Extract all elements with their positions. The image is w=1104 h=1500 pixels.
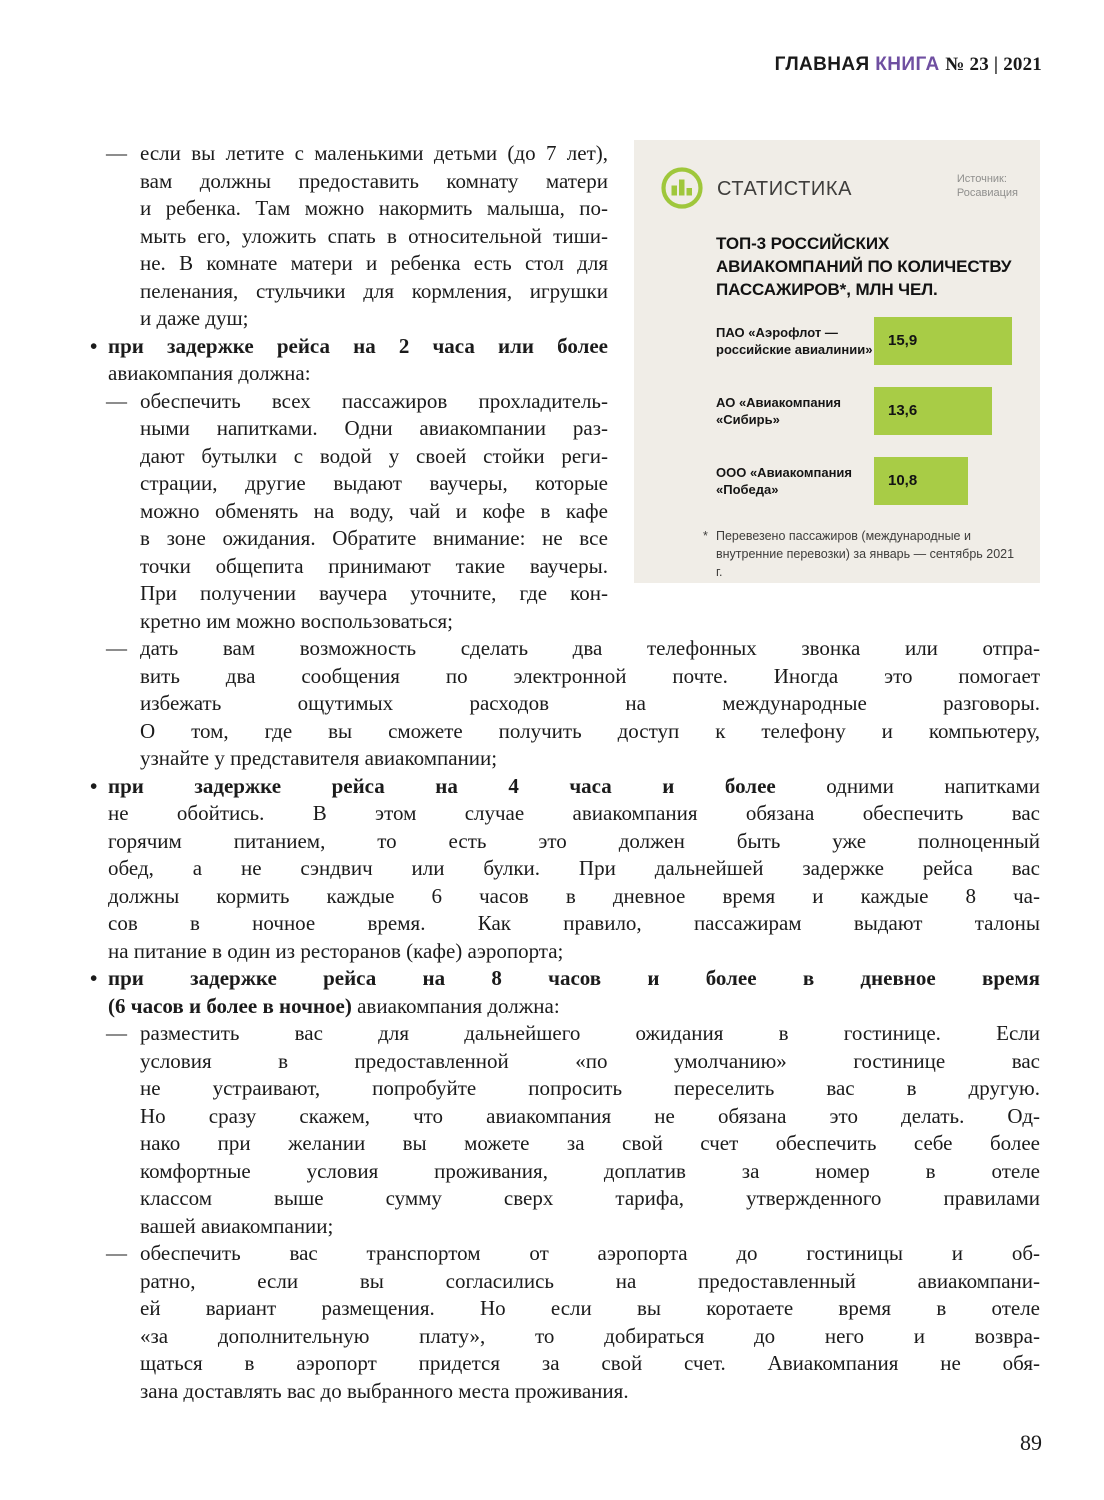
bar-value-label: 10,8 [888, 472, 918, 490]
bar-value-label: 13,6 [888, 402, 918, 420]
text-line: точки общепита принимают такие ваучеры. [140, 553, 608, 578]
bar-category-label: ООО «Авиакомпания «Победа» [716, 465, 853, 497]
text-line: обеспечить всех пассажиров прохладитель- [140, 388, 608, 413]
paragraph [88, 773, 1040, 966]
dash-marker: — [106, 141, 127, 165]
paragraph [88, 1240, 1040, 1405]
text-line: пеленания, стульчики для кормления, игрушки [140, 278, 608, 303]
brand-name-purple: КНИГА [875, 54, 940, 75]
text-line: на питание в один из ресторанов (кафе) аэропорта; [108, 938, 564, 963]
brand-name-black: ГЛАВНАЯ [774, 54, 870, 75]
text-line: При получении ваучера уточните, где кон- [140, 581, 608, 605]
text-line: и даже душ; [140, 306, 249, 330]
text-line: не. В комнате матери и ребенка есть стол для [140, 251, 608, 275]
text-line: можно обменять на воду, чай и кофе в кафе [140, 498, 608, 523]
text-line: условия в предоставленной «по умолчанию» гостинице вас [140, 1048, 1040, 1073]
text-line: и ребенка. Там можно накормить малыша, по- [140, 196, 608, 220]
bullet-marker: • [90, 333, 98, 358]
source-line: Источник: [956, 173, 1007, 185]
running-head [0, 54, 1042, 76]
bar-value-label: 15,9 [888, 332, 918, 350]
text-line: мыть его, уложить спать в относительной тиши- [140, 223, 608, 248]
paragraph [88, 388, 1040, 636]
article-paragraphs [88, 140, 1040, 1405]
text-line: дают бутылки с водой у своей стойки реги- [140, 443, 608, 468]
paragraph [88, 635, 1040, 773]
text-line: нако при желании вы можете за свой счет обеспечить себе более [140, 1131, 1040, 1155]
text-line: вить два сообщения по электронной почте. Иногда это помогает [140, 663, 1040, 688]
footnote-text: Перевезено пассажиров (международные и внутренние перевозки) за январь — сентябрь 2021 г. [716, 529, 1015, 579]
source-line: Росавиация [956, 187, 1018, 199]
text-line: ратно, если вы согласились на предоставленный авиакомпани- [140, 1268, 1040, 1293]
paragraph [88, 1020, 1040, 1240]
dash-marker: — [106, 636, 127, 660]
paragraph [88, 333, 1040, 388]
text-line: сов в ночное время. Как правило, пассажирам выдают талоны [108, 911, 1040, 935]
text-line: не устраивают, попробуйте попросить переселить вас в другую. [140, 1076, 1040, 1100]
text-line: дать вам возможность сделать два телефонных звонка или отпра- [140, 636, 1040, 660]
text-line: не обойтись. В этом случае авиакомпания обязана обеспечить вас [108, 801, 1040, 825]
text-line: ей вариант размещения. Но если вы коротаете время в отеле [140, 1296, 1040, 1320]
text-line: обеспечить вас транспортом от аэропорта до гостиницы и об- [140, 1241, 1040, 1265]
bar-category-label: АО «Авиакомпания «Сибирь» [716, 395, 842, 427]
text-line: комфортные условия проживания, доплатив за номер в отеле [140, 1158, 1040, 1183]
paragraph [88, 140, 1040, 333]
text-line: страции, другие выдают ваучеры, которые [140, 471, 608, 495]
text-line: авиакомпания должна: [108, 361, 311, 385]
text-line: горячим питанием, то есть это должен быть уже полноценный [108, 828, 1040, 853]
text-line: зана доставлять вас до выбранного места проживания. [140, 1378, 629, 1403]
text-line: вам должны предоставить комнату матери [140, 168, 608, 193]
statistics-label: СТАТИСТИКА [717, 178, 853, 200]
page-number: 89 [1020, 1430, 1042, 1455]
text-line: в зоне ожидания. Обратите внимание: не все [140, 526, 608, 550]
text-line: О том, где вы сможете получить доступ к телефону и компьютеру, [140, 718, 1040, 743]
text-line: при задержке рейса на 2 часа или более [108, 333, 608, 358]
text-line: вашей авиакомпании; [140, 1213, 334, 1238]
bar-category-label: ПАО «Аэрофлот — российские авиалинии» [716, 325, 873, 357]
text-line: щаться в аэропорт придется за свой счет. Авиакомпания не обя- [140, 1351, 1040, 1375]
footnote-asterisk: * [703, 529, 708, 543]
paragraph [88, 965, 1040, 1020]
text-line: избежать ощутимых расходов на международные разговоры. [140, 691, 1040, 715]
dash-marker: — [106, 1241, 127, 1265]
text-line: при задержке рейса на 8 часов и более в дневное время [108, 966, 1040, 990]
dash-marker: — [106, 1021, 127, 1045]
bullet-marker: • [90, 966, 98, 990]
text-line: узнайте у представителя авиакомпании; [140, 746, 498, 770]
text-line: (6 часов и более в ночное) авиакомпания должна: [108, 993, 560, 1018]
dash-marker: — [106, 388, 127, 413]
text-line: если вы летите с маленькими детьми (до 7 лет), [140, 141, 608, 165]
text-line: «за дополнительную плату», то добираться до него и возвра- [140, 1323, 1040, 1348]
bullet-marker: • [90, 773, 98, 798]
text-line: ными напитками. Одни авиакомпании раз- [140, 416, 608, 440]
text-line: при задержке рейса на 4 часа и более одними напитками [108, 773, 1040, 798]
text-line: должны кормить каждые 6 часов в дневное время и каждые 8 ча- [108, 883, 1040, 908]
article-body [88, 140, 1040, 1405]
text-line: разместить вас для дальнейшего ожидания в гостинице. Если [140, 1021, 1040, 1045]
chart-title: ТОП-3 РОССИЙСКИХ АВИАКОМПАНИЙ ПО КОЛИЧЕСТВУ ПАССАЖИРОВ*, МЛН ЧЕЛ. [716, 234, 1012, 299]
text-line: Но сразу скажем, что авиакомпания не обязана это делать. Од- [140, 1103, 1040, 1128]
text-line: кретно им можно воспользоваться; [140, 608, 454, 633]
issue-number: № 23 | 2021 [945, 54, 1042, 75]
text-line: обед, а не сэндвич или булки. При дальнейшей задержке рейса вас [108, 856, 1040, 880]
text-line: классом выше сумму сверх тарифа, утвержденного правилами [140, 1186, 1040, 1210]
